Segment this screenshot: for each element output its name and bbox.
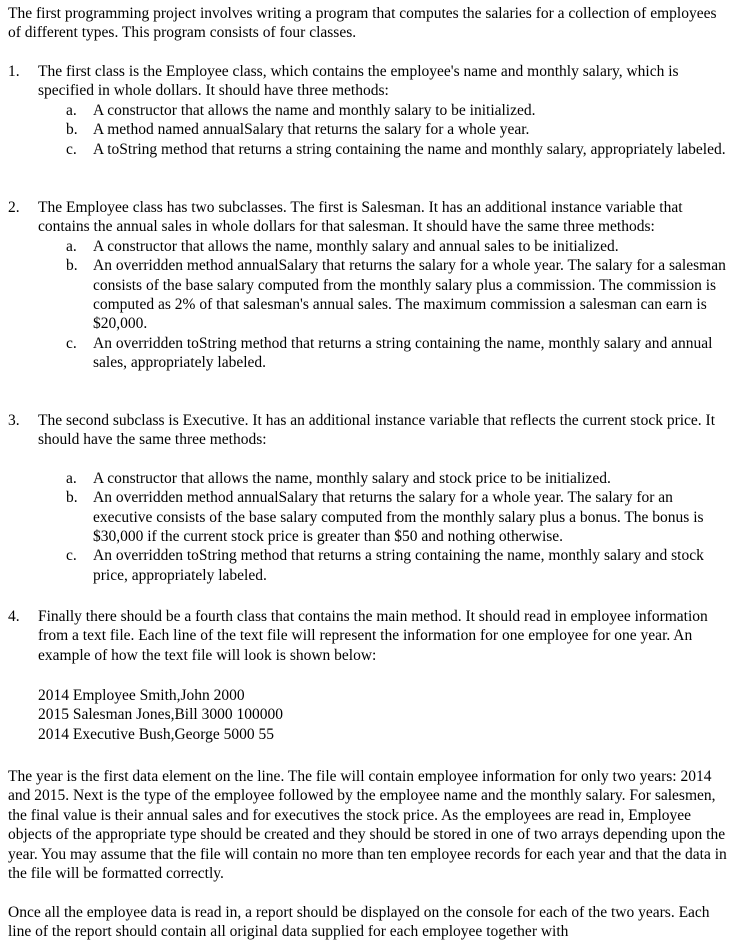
sub-item-letter: a. — [66, 101, 77, 119]
sub-list — [8, 469, 728, 585]
intro-paragraph: The first programming project involves writing a program that computes the salaries for a collection of employees of different types. This program consists of four classes. — [8, 5, 717, 42]
sub-item-text: A constructor that allows the name, monthly salary and annual sales to be initialized. — [93, 237, 619, 255]
sub-item-letter: c. — [66, 547, 77, 565]
sub-list — [8, 237, 728, 373]
sub-item-b — [66, 256, 728, 334]
sub-item-text: A toString method that returns a string containing the name and monthly salary, appropriately labeled. — [93, 140, 726, 158]
sub-item-letter: b. — [66, 121, 78, 139]
year-paragraph: The year is the first data element on the line. The file will contain employee information for only two years: 2014 and 2015. Next is the type of the employee followed by the employee name and the monthly salary. For salesmen, the final value is their annual sales and for executives the stock price. As the employees are read in, Employee objects of the appropriate type should be created and they should be stored in one of two arrays depending upon the year. You may assume that the file will contain no more than ten employee records for each year and that the data in the file will be formatted correctly. — [8, 768, 727, 883]
list-item-1 — [8, 62, 728, 159]
sub-item-letter: c. — [66, 334, 77, 352]
sub-item-text: An overridden method annualSalary that returns the salary for a whole year. The salary for an executive consists of the base salary computed from the monthly salary plus a bonus. The bonus is $30,000 if the current stock price is greater than $50 and nothing otherwise. — [93, 489, 704, 546]
sub-item-c — [66, 140, 728, 159]
sub-item-c — [66, 334, 728, 373]
report-paragraph: Once all the employee data is read in, a report should be displayed on the console for each of the two years. Each line of the report should contain all original data supplied for each employee together with — [8, 904, 710, 941]
list-item-2 — [8, 198, 728, 373]
sub-item-text: An overridden toString method that returns a string containing the name, monthly salary and annual sales, appropriately labeled. — [93, 334, 713, 372]
item-text: Finally there should be a fourth class that contains the main method. It should read in employee information from a text file. Each line of the text file will represent the information for one employee for one year. An example of how the text file will look is shown below: — [38, 608, 708, 664]
sub-item-text: A method named annualSalary that returns the salary for a whole year. — [93, 121, 530, 139]
sub-item-text: A constructor that allows the name and monthly salary to be initialized. — [93, 101, 536, 119]
sub-item-letter: b. — [66, 257, 78, 275]
item-number: 4. — [8, 608, 20, 625]
sub-item-text: An overridden toString method that returns a string containing the name, monthly salary and stock price, appropriately labeled. — [93, 547, 704, 584]
sub-item-letter: c. — [66, 140, 77, 158]
list-item-4 — [8, 607, 728, 665]
sub-item-a — [66, 469, 728, 488]
sub-item-text: A constructor that allows the name, monthly salary and stock price to be initialized. — [93, 469, 611, 487]
sub-item-letter: b. — [66, 489, 78, 507]
example-line: 2014 Employee Smith,John 2000 — [38, 687, 245, 704]
item-number: 1. — [8, 63, 20, 80]
sub-item-b — [66, 488, 728, 546]
sub-item-a — [66, 101, 728, 120]
sub-item-c — [66, 546, 728, 585]
example-file-lines — [38, 686, 718, 744]
item-text: The Employee class has two subclasses. The first is Salesman. It has an additional instance variable that contains the annual sales in whole dollars for that salesman. It should have the same three methods: — [38, 199, 683, 236]
sub-item-letter: a. — [66, 469, 77, 487]
item-text: The first class is the Employee class, which contains the employee's name and monthly salary, which is specified in whole dollars. It should have three methods: — [38, 63, 679, 100]
item-text: The second subclass is Executive. It has an additional instance variable that reflects the current stock price. It should have the same three methods: — [38, 412, 716, 449]
sub-item-text: An overridden method annualSalary that returns the salary for a whole year. The salary for a salesman consists of the base salary computed from the monthly salary plus a commission. The commission is computed as 2% of that salesman's annual sales. The maximum commission a salesman can earn is $20,000. — [93, 257, 726, 333]
sub-item-a — [66, 237, 728, 256]
sub-item-b — [66, 120, 728, 139]
item-number: 2. — [8, 199, 20, 216]
list-item-3 — [8, 411, 728, 585]
sub-item-letter: a. — [66, 237, 77, 255]
item-number: 3. — [8, 412, 20, 429]
example-line: 2015 Salesman Jones,Bill 3000 100000 — [38, 706, 283, 724]
example-line: 2014 Executive Bush,George 5000 55 — [38, 725, 275, 743]
sub-list — [8, 101, 728, 159]
